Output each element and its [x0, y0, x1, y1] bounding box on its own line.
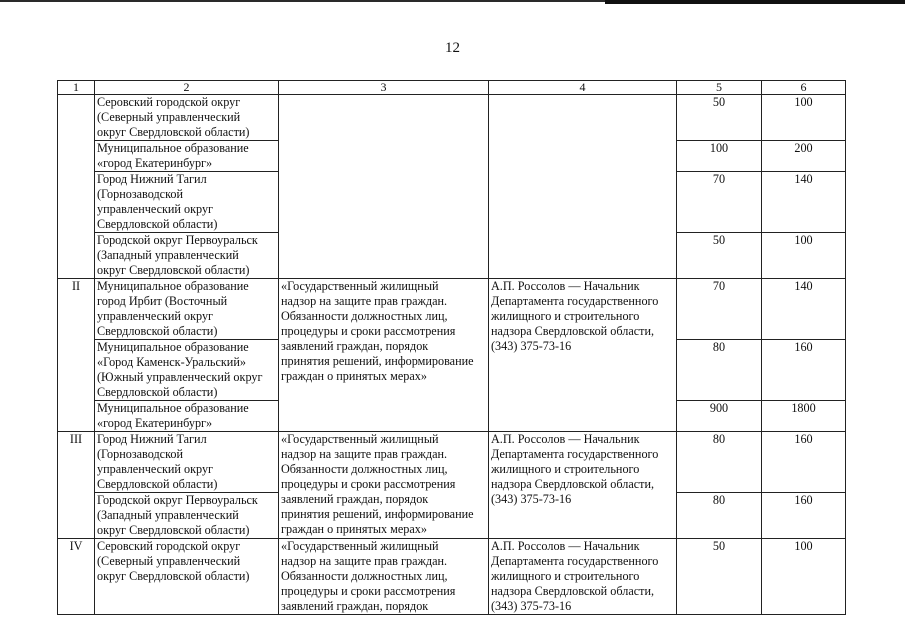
value-col5: 80: [677, 493, 762, 539]
speaker-cell: А.П. Россолов — Начальник Департамента государственного жилищного и строительного надзора Свердловской области, (343) 375-73-16: [489, 279, 677, 432]
value-col6: 1800: [762, 401, 846, 432]
value-col5: 70: [677, 279, 762, 340]
speaker-cell: А.П. Россолов — Начальник Департамента государственного жилищного и строительного надзора Свердловской области, (343) 375-73-16: [489, 539, 677, 615]
value-col6: 140: [762, 172, 846, 233]
table-row: [58, 539, 846, 615]
header-cell-5: 5: [677, 81, 762, 95]
topic-cell: «Государственный жилищный надзор на защите прав граждан. Обязанности должностных лиц, процедуры и сроки рассмотрения заявлений граждан, порядок принятия решений, информирование граждан о принятых мерах»: [279, 279, 489, 432]
header-cell-6: 6: [762, 81, 846, 95]
municipality-cell: Город Нижний Тагил (Горнозаводской управленческий округ Свердловской области): [95, 432, 279, 493]
value-col6: 140: [762, 279, 846, 340]
value-col5: 50: [677, 539, 762, 615]
municipality-cell: Муниципальное образование «Город Каменск-Уральский» (Южный управленческий округ Свердловской области): [95, 340, 279, 401]
header-cell-4: 4: [489, 81, 677, 95]
value-col6: 160: [762, 432, 846, 493]
topic-cell: «Государственный жилищный надзор на защите прав граждан. Обязанности должностных лиц, процедуры и сроки рассмотрения заявлений граждан, порядок принятия решений, информирование граждан о принятых мерах»: [279, 432, 489, 539]
municipality-cell: Серовский городской округ (Северный управленческий округ Свердловской области): [95, 95, 279, 141]
roman-number-cell: III: [58, 432, 95, 539]
roman-number-cell: II: [58, 279, 95, 432]
speaker-cell: А.П. Россолов — Начальник Департамента государственного жилищного и строительного надзора Свердловской области, (343) 375-73-16: [489, 432, 677, 539]
page-number: 12: [445, 40, 460, 56]
table-row: [58, 432, 846, 493]
speaker-cell: [489, 95, 677, 279]
table-header-row: [58, 81, 846, 95]
value-col6: 160: [762, 493, 846, 539]
value-col5: 70: [677, 172, 762, 233]
value-col6: 100: [762, 539, 846, 615]
header-cell-1: 1: [58, 81, 95, 95]
topic-cell: «Государственный жилищный надзор на защите прав граждан. Обязанности должностных лиц, процедуры и сроки рассмотрения заявлений граждан, порядок: [279, 539, 489, 615]
number-cell: [58, 95, 95, 279]
value-col6: 160: [762, 340, 846, 401]
value-col6: 200: [762, 141, 846, 172]
table-row: [58, 95, 846, 141]
topic-cell: [279, 95, 489, 279]
municipality-cell: Серовский городской округ (Северный управленческий округ Свердловской области): [95, 539, 279, 615]
value-col5: 80: [677, 432, 762, 493]
value-col5: 50: [677, 95, 762, 141]
municipality-cell: Город Нижний Тагил (Горнозаводской управленческий округ Свердловской области): [95, 172, 279, 233]
value-col6: 100: [762, 95, 846, 141]
value-col6: 100: [762, 233, 846, 279]
schedule-table: [57, 80, 846, 615]
municipality-cell: Муниципальное образование «город Екатеринбург»: [95, 141, 279, 172]
value-col5: 80: [677, 340, 762, 401]
value-col5: 100: [677, 141, 762, 172]
header-cell-3: 3: [279, 81, 489, 95]
value-col5: 50: [677, 233, 762, 279]
header-cell-2: 2: [95, 81, 279, 95]
roman-number-cell: IV: [58, 539, 95, 615]
value-col5: 900: [677, 401, 762, 432]
municipality-cell: Городской округ Первоуральск (Западный управленческий округ Свердловской области): [95, 493, 279, 539]
scan-edge-shadow: [605, 0, 905, 4]
municipality-cell: Городской округ Первоуральск (Западный управленческий округ Свердловской области): [95, 233, 279, 279]
municipality-cell: Муниципальное образование город Ирбит (Восточный управленческий округ Свердловской области): [95, 279, 279, 340]
table-row: [58, 279, 846, 340]
municipality-cell: Муниципальное образование «город Екатеринбург»: [95, 401, 279, 432]
